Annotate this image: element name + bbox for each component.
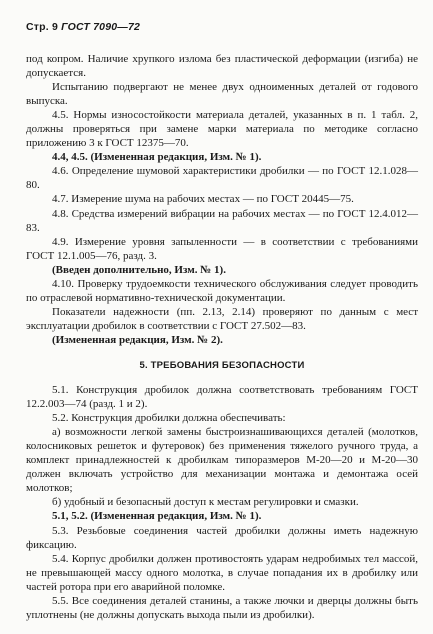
paragraph: 4.8. Средства измерений вибрации на рабочих местах — по ГОСТ 12.4.012—83.: [26, 207, 418, 234]
section-title: 5. ТРЕБОВАНИЯ БЕЗОПАСНОСТИ: [139, 359, 305, 371]
paragraph: 4.7. Измерение шума на рабочих местах — по ГОСТ 20445—75.: [52, 193, 354, 206]
amendment-note: (Измененная редакция, Изм. № 2).: [52, 333, 223, 346]
standard-number: ГОСТ 7090—72: [61, 21, 141, 33]
paragraph: 4.10. Проверку трудоемкости технического обслуживания следует проводить по отраслевой нормативно-технической документации.: [26, 277, 418, 304]
paragraph: 5.5. Все соединения деталей станины, а также лючки и дверцы должны быть уплотнены (не должны допускать выхода пыли из дробилки).: [26, 594, 418, 621]
page-header: [26, 21, 140, 33]
paragraph: б) удобный и безопасный доступ к местам регулировки и смазки.: [52, 496, 359, 509]
amendment-note: (Введен дополнительно, Изм. № 1).: [52, 263, 226, 276]
paragraph: 5.2. Конструкция дробилки должна обеспечивать:: [52, 412, 286, 425]
paragraph: 5.3. Резьбовые соединения частей дробилки должны иметь надежную фиксацию.: [26, 524, 418, 551]
paragraph: 4.9. Измерение уровня запыленности — в соответствии с требованиями ГОСТ 12.1.005—76, разд. 3.: [26, 235, 418, 262]
paragraph: 5.4. Корпус дробилки должен противостоять ударам недробимых тел массой, не превышающей массу одного молотка, в случае попадания их в дробилку или частей ротора при его аварийной поломке.: [26, 552, 418, 593]
amendment-note: 4.4, 4.5. (Измененная редакция, Изм. № 1).: [52, 151, 262, 164]
paragraph: 4.5. Нормы износостойкости материала деталей, указанных в п. 1 табл. 2, должны проверяться при замене марки материала по методике согласно приложению 3 к ГОСТ 12375—70.: [26, 109, 418, 150]
amendment-note: 5.1, 5.2. (Измененная редакция, Изм. № 1).: [52, 510, 262, 523]
paragraph: Показатели надежности (пп. 2.13, 2.14) проверяют по данным с мест эксплуатации дробилок в соответствии с ГОСТ 27.502—83.: [26, 305, 418, 332]
paragraph: а) возможности легкой замены быстроизнашивающихся деталей (молотков, колосниковых решеток и футеровок) без применения тяжелого ручного труда, а комплект принадлежностей к дробилкам типоразмеров М-20—20 и М-20—30 должен включать устройство для механизации монтажа и демонтажа осей молотков;: [26, 426, 418, 495]
paragraph-group-test-methods: [26, 52, 418, 347]
paragraph-group-safety: [26, 383, 418, 622]
paragraph: 4.6. Определение шумовой характеристики дробилки — по ГОСТ 12.1.028—80.: [26, 165, 418, 192]
paragraph: Испытанию подвергают не менее двух одноименных деталей от годового выпуска.: [26, 81, 418, 108]
body-text: [26, 52, 418, 622]
paragraph: 5.1. Конструкция дробилок должна соответствовать требованиям ГОСТ 12.2.003—74 (разд. 1 и 2).: [26, 384, 418, 411]
paragraph: под копром. Наличие хрупкого излома без пластической деформации (изгиба) не допускается.: [26, 53, 418, 80]
page-number: Стр. 9: [26, 21, 59, 33]
